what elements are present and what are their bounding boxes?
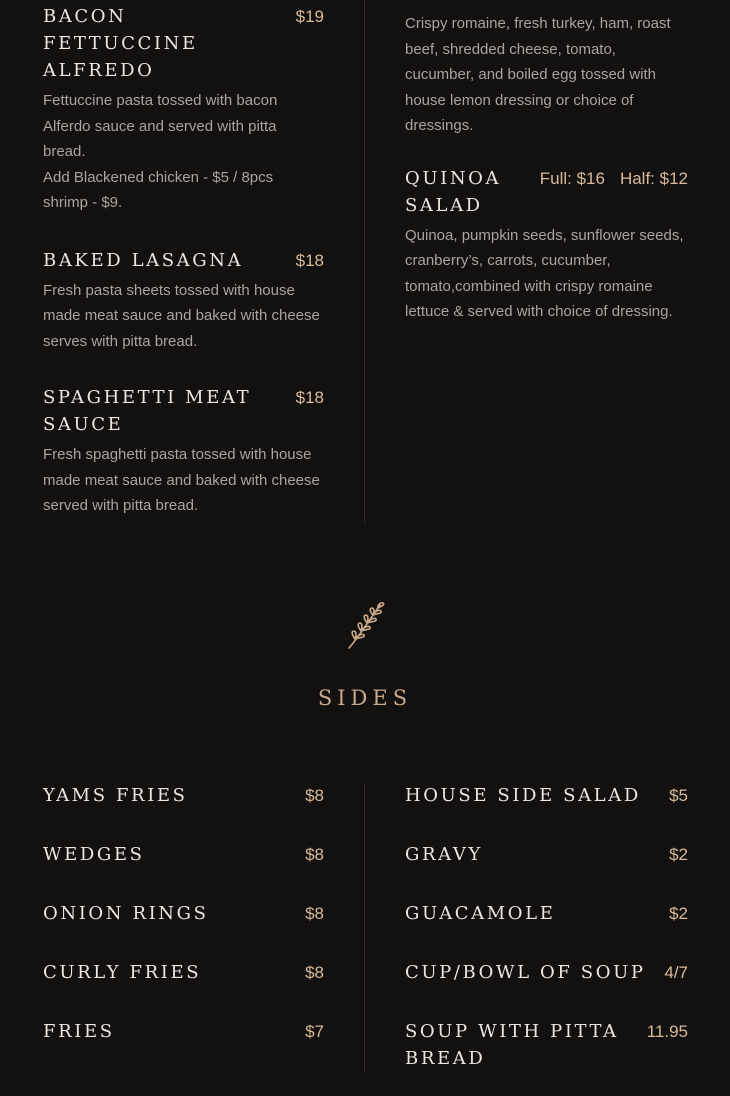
- menu-item-spaghetti-meat-sauce: [43, 384, 324, 519]
- item-price: $5: [669, 786, 688, 805]
- item-name: FRIES: [43, 1021, 115, 1042]
- item-name: SOUP WITH PITTA BREAD: [405, 1021, 619, 1069]
- item-description: Crispy romaine, fresh turkey, ham, roast beef, shredded cheese, tomato, cucumber, and boiled egg tossed with house lemon dressing or choice of dressings.: [405, 15, 671, 134]
- side-item-house-side-salad: [405, 782, 688, 809]
- side-item-gravy: [405, 841, 688, 868]
- price-half: Half: $12: [619, 168, 688, 188]
- side-item-guacamole: [405, 900, 688, 927]
- item-price: $18: [295, 250, 324, 270]
- item-price: $8: [305, 786, 324, 805]
- side-item-yams-fries: [43, 782, 324, 809]
- column-divider-sides: [364, 783, 365, 1073]
- item-price: $19: [295, 7, 324, 26]
- item-price: $2: [669, 904, 688, 923]
- side-item-cup-bowl-of-soup: [405, 959, 688, 986]
- mains-right-column: [405, 11, 688, 325]
- item-description: Fresh pasta sheets tossed with house made meat sauce and baked with cheese serves with pitta bread.: [43, 281, 320, 350]
- menu-item-salad-continued: [405, 11, 688, 139]
- item-name: BAKED LASAGNA: [43, 249, 244, 271]
- item-name: YAMS FRIES: [43, 785, 188, 806]
- item-name: GRAVY: [405, 844, 483, 865]
- menu-item-quinoa-salad: [405, 165, 688, 325]
- item-name: QUINOA SALAD: [405, 167, 502, 216]
- item-name: BACON FETTUCCINE ALFREDO: [43, 6, 198, 81]
- side-item-onion-rings: [43, 900, 324, 927]
- item-price: $8: [305, 904, 324, 923]
- item-price: 11.95: [646, 1022, 688, 1041]
- item-description: Fettuccine pasta tossed with bacon Alferdo sauce and served with pitta bread. Add Blackened chicken - $5 / 8pcs shrimp - $9.: [43, 92, 278, 211]
- price-full: Full: $16: [539, 168, 605, 188]
- side-item-wedges: [43, 841, 324, 868]
- item-description: Quinoa, pumpkin seeds, sunflower seeds, cranberry’s, carrots, cucumber, tomato,combined with crispy romaine lettuce & served with choice of dressing.: [405, 226, 684, 320]
- item-name: HOUSE SIDE SALAD: [405, 785, 641, 806]
- side-item-curly-fries: [43, 959, 324, 986]
- item-price: $7: [305, 1022, 324, 1041]
- item-price: 4/7: [664, 963, 688, 982]
- item-name: CUP/BOWL OF SOUP: [405, 962, 646, 983]
- side-item-soup-with-pitta-bread: [405, 1018, 688, 1072]
- item-price: $18: [295, 388, 324, 407]
- mains-left-column: [43, 3, 324, 519]
- menu-item-baked-lasagna: [43, 247, 324, 355]
- item-price: [540, 165, 688, 192]
- item-description: Fresh spaghetti pasta tossed with house made meat sauce and baked with cheese served with pitta bread.: [43, 446, 320, 514]
- column-divider-top: [364, 0, 365, 524]
- wheat-sprig-icon: [340, 600, 390, 652]
- item-name: ONION RINGS: [43, 903, 209, 924]
- item-name: GUACAMOLE: [405, 903, 556, 924]
- menu-item-bacon-fettuccine-alfredo: [43, 3, 324, 216]
- side-item-fries: [43, 1018, 324, 1045]
- item-price: $2: [669, 845, 688, 864]
- item-name: CURLY FRIES: [43, 962, 202, 983]
- item-name: SPAGHETTI MEAT SAUCE: [43, 387, 252, 435]
- item-name: WEDGES: [43, 844, 145, 865]
- item-price: $8: [305, 845, 324, 864]
- section-title-sides: SIDES: [317, 686, 413, 710]
- item-price: $8: [305, 963, 324, 982]
